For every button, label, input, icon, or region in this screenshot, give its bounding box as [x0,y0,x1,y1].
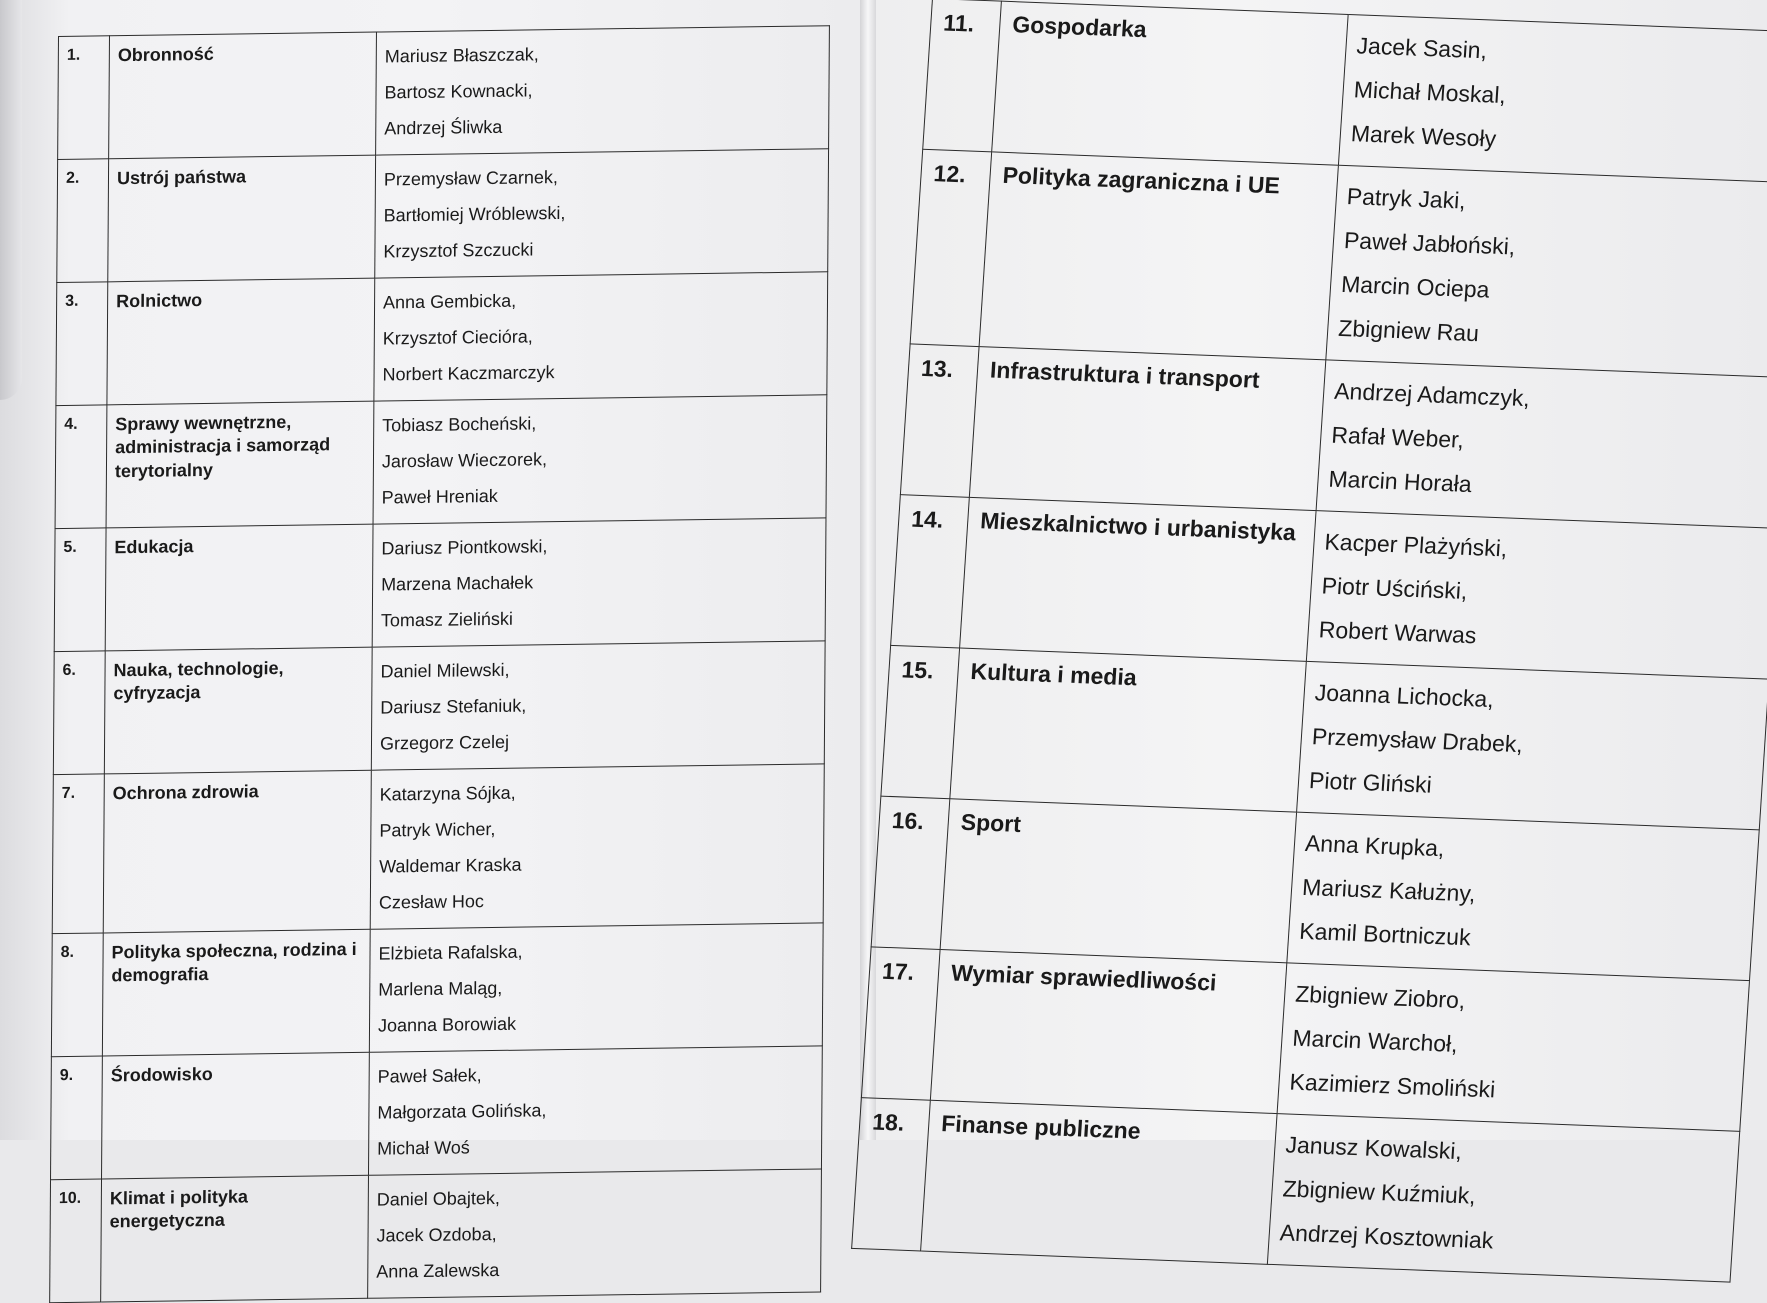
category-cell [105,524,373,651]
person-name: Tomasz Zieliński [380,608,513,631]
category-label: Infrastruktura i transport [989,356,1261,393]
category-label: Kultura i media [969,658,1138,691]
category-label: Klimat i polityka energetyczna [109,1186,248,1232]
person-name: Marcin Ociepa [1340,270,1491,303]
table-row [54,518,826,652]
person-name: Patryk Jaki, [1346,183,1467,214]
row-number: 10. [50,1179,102,1303]
names-cell [1338,14,1767,183]
person-name: Andrzej Śliwka [384,116,503,139]
row-number: 12. [910,149,992,346]
names-cell [1297,661,1767,830]
category-cell [930,950,1286,1114]
person-name: Robert Warwas [1318,616,1478,649]
person-name: Dariusz Piontkowski, [381,536,548,559]
committee-table-right [851,0,1767,1283]
row-number: 7. [52,774,104,934]
category-label: Sprawy wewnętrzne, administracja i samorząd terytorialny [114,411,331,482]
person-name: Marzena Machałek [381,572,534,595]
category-label: Wymiar sprawiedliwości [950,959,1218,996]
person-name: Anna Krupka, [1304,829,1446,862]
person-name: Czesław Hoc [378,891,484,913]
category-cell [979,152,1338,360]
row-number: 15. [881,645,960,798]
person-name: Norbert Kaczmarczyk [382,362,555,385]
names-cell [376,26,830,155]
names-cell [372,518,826,647]
person-name: Andrzej Adamczyk, [1333,377,1531,412]
person-name: Piotr Uściński, [1320,572,1469,604]
row-number: 16. [871,796,950,949]
person-name: Marlena Maląg, [378,977,503,1000]
category-label: Edukacja [114,536,194,558]
category-label: Rolnictwo [116,290,203,312]
table-row [55,395,827,529]
person-name: Kamil Bortniczuk [1298,917,1472,951]
category-label: Finanse publiczne [940,1110,1142,1144]
category-label: Sport [960,808,1022,837]
person-name: Kacper Plażyński, [1323,528,1509,562]
person-name: Marcin Warchoł, [1291,1024,1459,1057]
person-name: Jarosław Wieczorek, [381,449,548,472]
person-name: Jacek Ozdoba, [376,1223,497,1246]
category-cell [108,155,376,282]
person-name: Elżbieta Rafalska, [378,941,523,964]
category-cell [992,1,1348,165]
row-number: 2. [57,159,109,283]
person-name: Paweł Hreniak [381,485,498,508]
table-row [52,764,824,934]
person-name: Patryk Wicher, [379,818,496,841]
category-cell [921,1100,1277,1264]
person-name: Tobiasz Bocheński, [382,413,537,436]
category-label: Środowisko [110,1063,213,1086]
row-number: 13. [900,344,979,497]
person-name: Daniel Milewski, [380,659,510,682]
person-name: Krzysztof Ciecióra, [382,326,533,349]
table-row [852,1098,1740,1282]
person-name: Anna Zalewska [376,1259,500,1282]
category-cell [106,401,374,528]
person-name: Zbigniew Ziobro, [1294,980,1467,1014]
person-name: Zbigniew Kuźmiuk, [1281,1175,1477,1209]
category-label: Polityka zagraniczna i UE [1001,161,1281,199]
names-cell [368,1046,822,1175]
committee-table-left [49,25,830,1303]
person-name: Katarzyna Sójka, [379,782,516,805]
category-cell [102,1052,370,1179]
category-label: Ochrona zdrowia [112,781,259,804]
row-number: 6. [53,651,105,775]
person-name: Joanna Borowiak [377,1013,517,1036]
table-row [57,149,829,283]
table-row [58,26,830,160]
person-name: Zbigniew Rau [1337,314,1480,347]
page-edge [0,0,22,400]
names-cell [1326,165,1767,377]
table-row [50,1169,822,1303]
category-cell [969,347,1325,511]
row-number: 14. [891,495,970,648]
row-number: 11. [923,0,1002,152]
names-cell [1277,963,1749,1132]
category-cell [107,278,375,405]
names-cell [373,395,827,524]
category-cell [102,929,370,1056]
table-row [910,149,1767,377]
person-name: Janusz Kowalski, [1284,1131,1463,1165]
person-name: Paweł Jabłoński, [1343,227,1517,260]
category-cell [103,770,371,933]
person-name: Mariusz Kałużny, [1301,873,1477,907]
category-label: Nauka, technologie, cyfryzacja [113,657,284,704]
category-label: Gospodarka [1011,11,1148,43]
row-number: 17. [861,947,940,1100]
person-name: Bartłomiej Wróblewski, [383,202,566,226]
names-cell [375,149,829,278]
table-row [51,1046,823,1180]
table-row [53,641,825,775]
person-name: Przemysław Drabek, [1311,723,1524,758]
person-name: Daniel Obajtek, [376,1187,500,1210]
category-cell [960,497,1316,661]
category-cell [950,648,1306,812]
person-name: Michał Woś [377,1137,470,1159]
names-cell [1287,812,1759,981]
row-number: 4. [55,405,107,529]
row-number: 3. [56,282,108,406]
category-label: Obronność [117,43,214,66]
person-name: Michał Moskal, [1353,76,1507,109]
table-row [51,923,823,1057]
row-number: 18. [852,1098,931,1251]
person-name: Małgorzata Golińska, [377,1100,547,1123]
names-cell [1306,511,1767,680]
person-name: Joanna Lichocka, [1314,679,1495,713]
category-cell [940,799,1296,963]
names-cell [1316,360,1767,529]
table-row [56,272,828,406]
person-name: Marek Wesoły [1350,120,1498,152]
category-cell [104,647,372,774]
names-cell [369,923,823,1052]
category-label: Polityka społeczna, rodzina i demografia [111,938,357,986]
person-name: Marcin Horała [1327,465,1473,498]
category-cell [101,1175,369,1302]
person-name: Mariusz Błaszczak, [384,44,539,67]
names-cell [368,1169,822,1298]
person-name: Andrzej Kosztowniak [1279,1219,1495,1254]
row-number: 1. [58,36,110,160]
names-cell [1267,1114,1739,1283]
category-label: Ustrój państwa [116,166,247,189]
row-number: 9. [51,1056,103,1180]
person-name: Grzegorz Czelej [379,731,510,754]
person-name: Rafał Weber, [1330,421,1465,453]
person-name: Anna Gembicka, [383,290,517,313]
names-cell [370,764,824,929]
row-number: 5. [54,528,106,652]
category-cell [109,32,377,159]
person-name: Piotr Gliński [1308,767,1433,798]
person-name: Jacek Sasin, [1355,32,1488,64]
person-name: Kazimierz Smoliński [1288,1068,1497,1103]
person-name: Paweł Sałek, [377,1065,482,1087]
names-cell [371,641,825,770]
person-name: Bartosz Kownacki, [384,80,533,103]
row-number: 8. [51,933,103,1057]
person-name: Krzysztof Szczucki [383,239,534,262]
names-cell [374,272,828,401]
category-label: Mieszkalnictwo i urbanistyka [979,507,1297,546]
person-name: Waldemar Kraska [379,854,522,877]
person-name: Dariusz Stefaniuk, [380,695,527,718]
person-name: Przemysław Czarnek, [383,167,559,190]
